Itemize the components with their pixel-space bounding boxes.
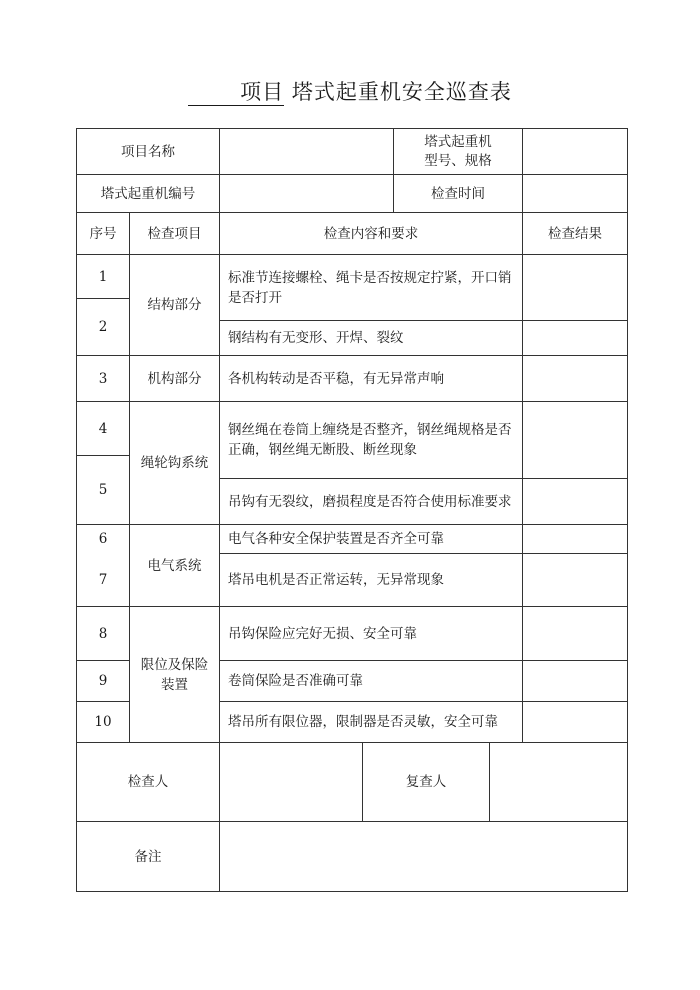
reviewer-field[interactable] [490, 743, 627, 821]
result-cell[interactable] [523, 554, 627, 606]
group-electric: 电气系统 [147, 557, 202, 574]
check-time-field[interactable] [523, 175, 627, 212]
check-content: 标准节连接螺栓、绳卡是否按规定拧紧，开口销是否打开 [228, 269, 512, 306]
col-header-seq: 序号 [89, 225, 117, 242]
col-header-item: 检查项目 [147, 225, 202, 242]
seq-number: 6 [98, 531, 108, 547]
check-content: 各机构转动是否平稳，有无异常声响 [228, 370, 444, 387]
seq-number: 2 [98, 319, 108, 335]
remarks-label: 备注 [134, 848, 162, 865]
seq-number: 7 [98, 572, 108, 588]
check-content: 塔吊所有限位器，限制器是否灵敏，安全可靠 [228, 714, 498, 730]
group-mechanism: 机构部分 [147, 370, 202, 387]
project-name-label: 项目名称 [121, 143, 175, 160]
seq-number: 8 [98, 625, 108, 642]
group-rope-system: 绳轮钩系统 [140, 455, 209, 471]
result-cell[interactable] [523, 525, 627, 553]
result-cell[interactable] [523, 255, 627, 320]
col-header-content: 检查内容和要求 [323, 225, 419, 242]
check-content: 钢结构有无变形、开焊、裂纹 [228, 330, 404, 346]
seq-number: 10 [94, 714, 112, 730]
project-name-field[interactable] [220, 129, 393, 174]
col-header-result: 检查结果 [548, 225, 602, 242]
title-prefix: 项目 [240, 80, 285, 104]
title-blank-underline [188, 83, 240, 106]
check-content: 吊钩有无裂纹，磨损程度是否符合使用标准要求 [228, 493, 512, 510]
result-cell[interactable] [523, 661, 627, 701]
seq-number: 5 [98, 482, 108, 498]
check-content: 电气各种安全保护装置是否齐全可靠 [228, 531, 444, 547]
result-cell[interactable] [523, 321, 627, 355]
result-cell[interactable] [523, 356, 627, 401]
page-title [0, 76, 700, 106]
result-cell[interactable] [523, 607, 627, 660]
table-border-right [627, 128, 628, 892]
table-border-bottom [76, 891, 628, 892]
seq-number: 1 [98, 268, 108, 285]
reviewer-label: 复查人 [405, 774, 447, 790]
crane-number-field[interactable] [220, 175, 393, 212]
check-time-label: 检查时间 [431, 185, 485, 202]
seq-number: 4 [98, 420, 108, 437]
remarks-field[interactable] [220, 822, 627, 891]
group-structure: 结构部分 [147, 297, 202, 313]
inspector-field[interactable] [220, 743, 362, 821]
model-spec-label: 塔式起重机 型号、规格 [424, 133, 492, 169]
seq-number: 3 [98, 370, 108, 387]
model-spec-field[interactable] [523, 129, 627, 174]
group-limit-safety: 限位及保险 装置 [140, 656, 209, 693]
result-cell[interactable] [523, 479, 627, 524]
crane-number-label: 塔式起重机编号 [100, 185, 196, 202]
inspector-label: 检查人 [127, 774, 169, 790]
check-content: 吊钩保险应完好无损、安全可靠 [228, 625, 417, 642]
result-cell[interactable] [523, 702, 627, 742]
title-main: 塔式起重机安全巡查表 [291, 80, 512, 104]
check-content: 钢丝绳在卷筒上缠绕是否整齐，钢丝绳规格是否正确，钢丝绳无断股、断丝现象 [228, 422, 512, 458]
check-content: 卷筒保险是否准确可靠 [228, 673, 363, 689]
check-content: 塔吊电机是否正常运转，无异常现象 [228, 572, 444, 588]
result-cell[interactable] [523, 402, 627, 478]
seq-number: 9 [98, 673, 108, 689]
